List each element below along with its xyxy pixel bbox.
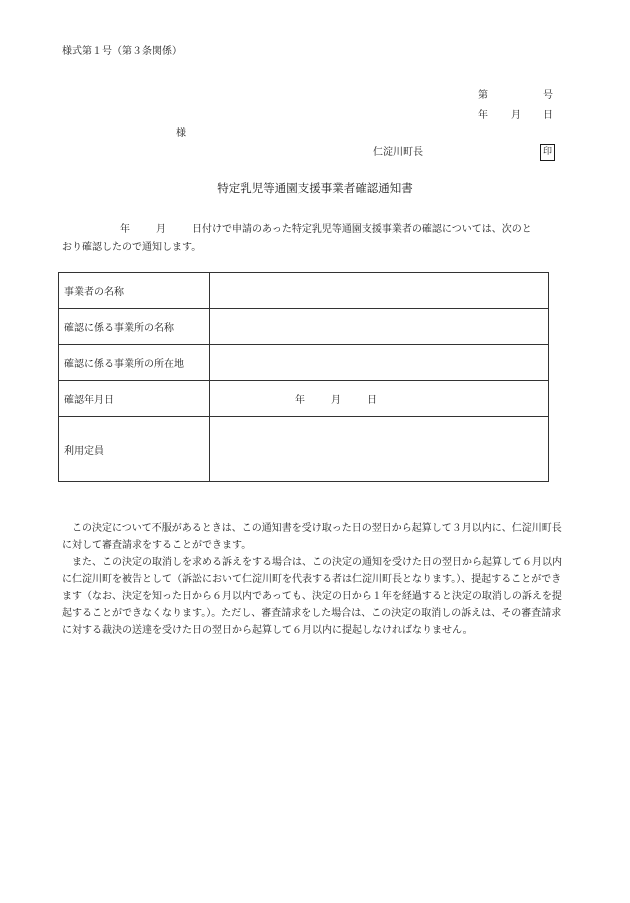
issuer-name: 仁淀川町長	[373, 147, 423, 158]
row-value-business-name	[210, 273, 549, 309]
notice-paragraph-2	[62, 554, 570, 639]
confirm-date-month: 月	[331, 395, 341, 406]
row-value-confirmation-date	[210, 381, 549, 417]
table-row	[59, 381, 549, 417]
table-row	[59, 273, 549, 309]
notice-line: この決定について不服があるときは、この通知書を受け取った日の翌日から起算して３月以内に、仁淀川町長	[62, 523, 562, 534]
notice-line: に対する裁決の送達を受けた日の翌日から起算して６月以内に提起しなければなりません。	[62, 625, 473, 636]
row-label-confirmation-date: 確認年月日	[59, 381, 210, 417]
table-row	[59, 309, 549, 345]
intro-line1-rest: 日付けで申請のあった特定乳児等通園支援事業者の確認については、次のと	[192, 224, 532, 235]
doc-number-prefix: 第	[478, 90, 488, 101]
table-row	[59, 417, 549, 482]
confirmation-table	[58, 272, 549, 482]
notice-line: に対して審査請求をすることができます。	[62, 540, 252, 551]
doc-number-suffix: 号	[543, 90, 553, 101]
confirm-date-day: 日	[367, 395, 377, 406]
row-label-capacity: 利用定員	[59, 417, 210, 482]
row-value-facility-name	[210, 309, 549, 345]
intro-month: 月	[156, 224, 166, 235]
notice-line: 起することができなくなります。）。ただし、審査請求をした場合は、この決定の取消しの訴えは、その審査請求	[62, 608, 562, 619]
document-title: 特定乳児等通園支援事業者確認通知書	[217, 181, 413, 195]
row-label-facility-address: 確認に係る事業所の所在地	[59, 345, 210, 381]
intro-text	[62, 221, 567, 257]
doc-date-year: 年	[478, 110, 488, 121]
doc-date-day: 日	[543, 110, 553, 121]
intro-year: 年	[120, 224, 130, 235]
appeal-notice	[62, 520, 570, 639]
form-number: 様式第１号（第３条関係）	[62, 46, 182, 57]
row-value-facility-address	[210, 345, 549, 381]
table-row	[59, 345, 549, 381]
intro-line-2: おり確認したので通知します。	[62, 242, 202, 253]
intro-line-1	[62, 221, 567, 239]
row-label-facility-name: 確認に係る事業所の名称	[59, 309, 210, 345]
notice-paragraph-1	[62, 520, 570, 554]
notice-line: に仁淀川町を被告として（訴訟において仁淀川町を代表する者は仁淀川町長となります。）、提起することができ	[62, 574, 562, 585]
doc-date-month: 月	[511, 110, 521, 121]
addressee-suffix: 様	[176, 128, 186, 139]
row-value-capacity	[210, 417, 549, 482]
row-label-business-name: 事業者の名称	[59, 273, 210, 309]
confirm-date-year: 年	[295, 395, 305, 406]
seal-mark: 印	[540, 144, 555, 161]
notice-line: ます（なお、決定を知った日から６月以内であっても、決定の日から１年を経過すると決定の取消しの訴えを提	[62, 591, 562, 602]
notice-line: また、この決定の取消しを求める訴えをする場合は、この決定の通知を受けた日の翌日から起算して６月以内	[62, 557, 562, 568]
